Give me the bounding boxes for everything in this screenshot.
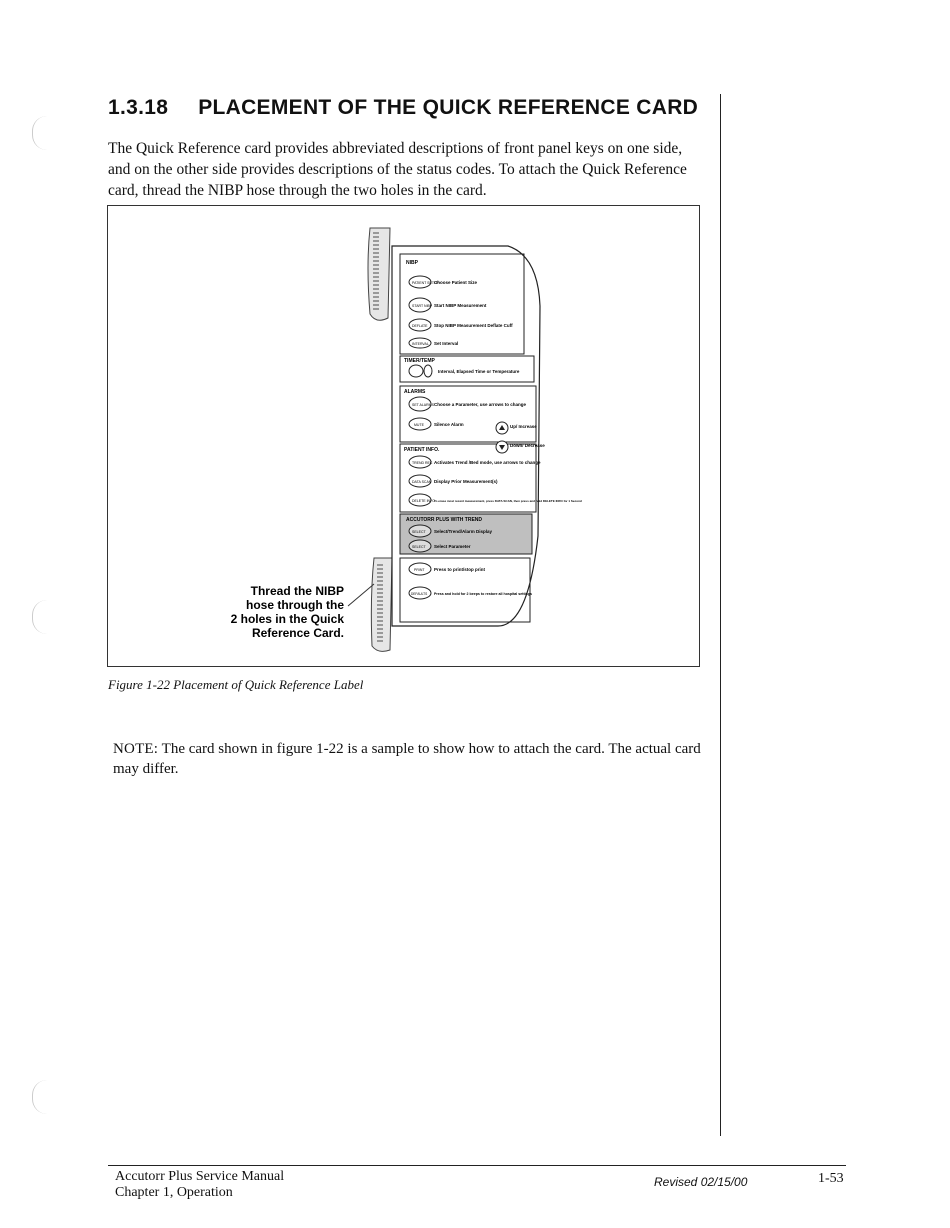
footer-page-number: 1-53 xyxy=(818,1171,844,1186)
card-timer-header: TIMER/TEMP xyxy=(404,358,435,364)
svg-text:To erase most recent measureme: To erase most recent measurement, press DATA SCAN, then press and hold DELETE INFO for 1 Second xyxy=(434,499,582,503)
svg-text:Press to print/stop print: Press to print/stop print xyxy=(434,567,486,572)
svg-text:Choose a Parameter, use arrows: Choose a Parameter, use arrows to change xyxy=(434,402,527,407)
figure-caption: Figure 1-22 Placement of Quick Reference Label xyxy=(108,677,364,692)
section-heading xyxy=(108,96,698,120)
svg-text:Up/ Increase: Up/ Increase xyxy=(510,424,537,429)
svg-text:Press and hold for 2 beeps to: Press and hold for 2 beeps to restore all hospital settings xyxy=(434,592,533,596)
binder-hole-middle xyxy=(32,600,47,634)
footer-rule xyxy=(108,1165,846,1166)
svg-text:DELETE INFO: DELETE INFO xyxy=(412,499,435,503)
figure-frame xyxy=(107,205,700,667)
svg-text:Stop NIBP Measurement Deflate: Stop NIBP Measurement Deflate Cuff xyxy=(434,323,513,328)
svg-text:SELECT: SELECT xyxy=(412,545,426,549)
svg-text:Choose Patient Size: Choose Patient Size xyxy=(434,280,478,285)
svg-text:Set Interval: Set Interval xyxy=(434,341,459,346)
svg-text:TREND REC: TREND REC xyxy=(412,461,433,465)
section-title: PLACEMENT OF THE QUICK REFERENCE CARD xyxy=(198,96,699,119)
note-text: The card shown in figure 1-22 is a sample to show how to attach the card. The actual card may differ. xyxy=(113,741,701,777)
footer-manual-info xyxy=(115,1169,284,1201)
nibp-hose-upper xyxy=(368,228,390,320)
svg-text:Start NIBP Measurement: Start NIBP Measurement xyxy=(434,303,487,308)
svg-text:DATA SCAN: DATA SCAN xyxy=(412,480,432,484)
svg-text:SELECT: SELECT xyxy=(412,530,426,534)
nibp-hose-lower xyxy=(371,558,392,651)
quick-reference-card-illustration xyxy=(108,206,699,666)
footer-manual-title: Accutorr Plus Service Manual xyxy=(115,1169,285,1184)
card-alarms-header: ALARMS xyxy=(404,389,426,395)
svg-text:PRINT: PRINT xyxy=(414,568,425,572)
svg-text:Activates Trend /Bed mode, use: Activates Trend /Bed mode, use arrows to change xyxy=(434,460,541,465)
callout-line-2: hose through the xyxy=(246,598,344,612)
binder-hole-top xyxy=(32,116,47,150)
svg-text:MUTE: MUTE xyxy=(414,423,424,427)
binder-hole-bottom xyxy=(32,1080,47,1114)
svg-text:Select/Trend/Alarm Display: Select/Trend/Alarm Display xyxy=(434,529,493,534)
thread-callout xyxy=(231,584,374,640)
svg-text:DEFLATE: DEFLATE xyxy=(412,324,428,328)
margin-rule xyxy=(720,94,721,1136)
svg-text:Interval, Elapsed Time or Temp: Interval, Elapsed Time or Temperature xyxy=(438,369,520,374)
svg-text:Select Parameter: Select Parameter xyxy=(434,544,471,549)
callout-line-3: 2 holes in the Quick xyxy=(230,612,344,626)
card-accutorr-header: ACCUTORR PLUS WITH TREND xyxy=(406,517,483,523)
card-nibp-header: NIBP xyxy=(406,260,418,266)
svg-text:SET ALARMS: SET ALARMS xyxy=(412,403,434,407)
footer-revision: Revised 02/15/00 xyxy=(654,1175,748,1189)
note-paragraph xyxy=(113,739,703,779)
svg-text:DEFAULTS: DEFAULTS xyxy=(411,592,428,596)
note-label: NOTE: xyxy=(113,741,159,757)
svg-text:INTERVAL: INTERVAL xyxy=(412,342,429,346)
callout-line-4: Reference Card. xyxy=(251,626,344,640)
card-patient-header: PATIENT INFO. xyxy=(404,447,440,453)
svg-text:START NIBP: START NIBP xyxy=(412,304,433,308)
svg-text:Display Prior Measurement(s): Display Prior Measurement(s) xyxy=(434,479,498,484)
callout-line-1: Thread the NIBP xyxy=(250,584,344,598)
svg-text:Down/ Decrease: Down/ Decrease xyxy=(510,443,545,448)
footer-chapter: Chapter 1, Operation xyxy=(115,1185,233,1200)
svg-text:PATIENT SETUP: PATIENT SETUP xyxy=(412,281,439,285)
svg-text:Silence Alarm: Silence Alarm xyxy=(434,422,464,427)
intro-paragraph: The Quick Reference card provides abbreviated descriptions of front panel keys on one side, and on the other side provides descriptions of the status codes. To attach the Quick Reference card, thread the NIBP hose through the two holes in the card. xyxy=(108,140,687,199)
section-number: 1.3.18 xyxy=(108,96,169,119)
